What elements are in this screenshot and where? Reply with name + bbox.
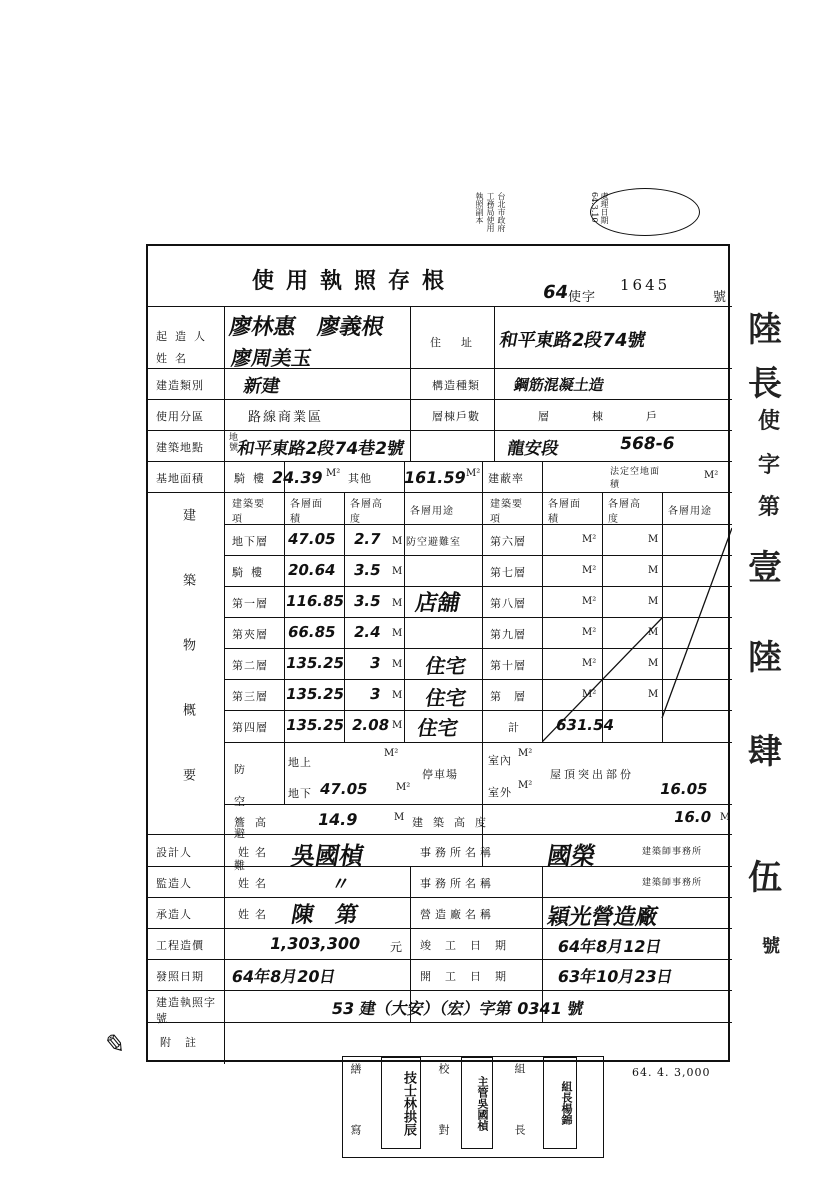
header-area-r: 各層面積: [548, 499, 581, 525]
approval-stamp: [470, 186, 700, 236]
sign-stamp-2: 主管吳國楨: [461, 1057, 493, 1149]
side-char-7: 肆: [748, 732, 782, 772]
stamp-text: 台北市政府工務局使用執照副本: [475, 192, 506, 232]
label-arch-office-2: 建築師事務所: [642, 878, 703, 888]
label-site-location: 建築地點: [156, 441, 204, 454]
side-char-6: 陸: [748, 638, 782, 678]
hw-builders2: 廖周美玉: [229, 346, 314, 370]
floor-6: 第六層: [490, 535, 526, 548]
label-office-2: 事務所名稱: [420, 877, 495, 890]
hw-structure: 鋼筋混凝土造: [512, 376, 606, 394]
label-arcade: 騎樓: [234, 472, 272, 485]
hw-builders: 廖林惠 廖義根: [227, 315, 386, 340]
side-char-1: 長: [748, 364, 782, 404]
hw-issue: 64年8月20日: [230, 967, 338, 986]
hw-h-1: 3.5: [352, 592, 383, 610]
label-other: 其他: [348, 472, 372, 485]
hw-f-m: 66.85: [286, 623, 338, 641]
label-indoor: 室內: [488, 754, 512, 767]
side-char-8: 伍: [748, 858, 782, 898]
hw-land: 龍安段: [505, 439, 561, 459]
hw-h-arc: 3.5: [352, 561, 383, 579]
floor-1: 第一層: [232, 597, 268, 610]
hw-use-4: 住宅: [415, 716, 460, 740]
margin-scribble-icon: ✎: [101, 1030, 129, 1060]
floor-2: 第二層: [232, 659, 268, 672]
header-item-r: 建築要項: [490, 499, 523, 525]
label-parking: 停車場: [422, 768, 458, 781]
label-floors-units: 層棟戶數: [432, 410, 480, 423]
hw-arcade-area: 24.39: [270, 468, 325, 487]
floor-3: 第三層: [232, 690, 268, 703]
header-area: 各層面積: [290, 499, 323, 525]
hw-site: 和平東路2段74巷2號: [235, 439, 406, 459]
label-arch-office-1: 建築師事務所: [642, 847, 703, 857]
hw-h-m: 2.4: [352, 623, 383, 641]
signature-row: [342, 1056, 604, 1185]
label-supervisor: 監造人: [156, 877, 192, 890]
side-char-3: 字: [758, 452, 781, 478]
hw-f-2: 135.25: [284, 654, 346, 672]
label-contractor: 承造人: [156, 908, 192, 921]
hw-use-3: 住宅: [423, 686, 468, 710]
hw-underground: 47.05: [318, 780, 370, 798]
label-ground: 地上: [288, 756, 312, 769]
label-bldg-height: 建築高度: [412, 816, 496, 829]
hw-bldg-height: 16.0: [672, 808, 713, 826]
sign-label-1: 繕寫: [349, 1063, 362, 1185]
hw-cost: 1,303,300: [268, 934, 362, 953]
label-civil-defense: 防空避難: [234, 763, 246, 872]
sign-label-3: 組長: [513, 1063, 526, 1185]
header-use-r: 各層用途: [668, 506, 712, 517]
label-address: 住址: [430, 336, 492, 349]
label-start: 開工日期: [420, 970, 520, 983]
hw-cost-unit: 元: [390, 940, 404, 954]
label-coverage: 建蔽率: [488, 472, 524, 485]
hw-firm: 穎光營造廠: [545, 905, 660, 930]
strike-lines: [542, 524, 732, 742]
label-office-1: 事務所名稱: [420, 846, 495, 859]
header-height-r: 各層高度: [608, 499, 641, 525]
label-total: 計: [508, 721, 520, 734]
floor-4: 第四層: [232, 721, 268, 734]
hw-designer-office: 國榮: [545, 842, 599, 870]
hw-address: 和平東路2段74號: [497, 330, 648, 351]
side-char-5: 壹: [748, 548, 782, 588]
hw-floors: 層 棟 戶: [538, 410, 673, 423]
floor-mezz: 第夾層: [232, 628, 268, 641]
hw-zone: 路線商業區: [248, 410, 324, 425]
floor-8: 第八層: [490, 597, 526, 610]
hw-supervisor: 〃: [329, 874, 352, 895]
label-name-3: 姓名: [238, 908, 272, 921]
label-structure: 構造種類: [432, 379, 480, 392]
hw-completion: 64年8月12日: [556, 937, 664, 956]
hw-start: 63年10月23日: [556, 967, 675, 986]
label-issue-date: 發照日期: [156, 970, 204, 983]
label-legal-open: 法定空地面積: [610, 467, 661, 490]
label-zone: 使用分區: [156, 410, 204, 423]
hw-total: 631.54: [554, 716, 616, 734]
hw-h-3: 3: [368, 685, 383, 703]
label-completion: 竣工日期: [420, 939, 520, 952]
floor-7: 第七層: [490, 566, 526, 579]
header-item: 建築要項: [232, 499, 265, 525]
label-permit-no: 建造執照字號: [156, 996, 216, 1025]
hw-build-type: 新建: [241, 376, 282, 397]
side-char-0: 陸: [748, 310, 782, 350]
hw-use-b1: 防空避難室: [406, 537, 461, 548]
hw-use-1: 店舖: [413, 591, 462, 616]
floor-arcade: 騎樓: [232, 566, 270, 579]
header-use: 各層用途: [410, 506, 454, 517]
hw-roof: 16.05: [658, 780, 710, 798]
hw-f-4: 135.25: [284, 716, 346, 734]
sign-label-2: 校對: [437, 1063, 450, 1185]
sign-stamp-1: 技士林拱辰: [381, 1057, 421, 1149]
number-prefix: 64: [541, 282, 570, 303]
hw-h-4: 2.08: [350, 716, 391, 734]
stamp-date: 處理日期 64.3.10: [590, 192, 609, 224]
hw-use-2: 住宅: [423, 654, 468, 678]
floor-blank: 第 層: [490, 690, 526, 703]
stamp-oval: [590, 188, 700, 236]
floor-10: 第十層: [490, 659, 526, 672]
hw-h-b1: 2.7: [352, 530, 383, 548]
label-site-area: 基地面積: [156, 472, 204, 485]
header-height: 各層高度: [350, 499, 383, 525]
label-name-2: 姓名: [238, 877, 272, 890]
footer-print: 64. 4. 3,000: [632, 1066, 711, 1079]
label-builder: 起造人姓名: [156, 330, 213, 365]
floor-9: 第九層: [490, 628, 526, 641]
hw-permit: 53 建（大安）（宏）字第 0341 號: [330, 999, 586, 1018]
label-notes: 附註: [160, 1036, 210, 1049]
hw-other-area: 161.59: [402, 468, 468, 487]
label-roof: 屋頂突出部份: [550, 768, 634, 781]
hw-f-b1: 47.05: [286, 530, 338, 548]
hw-f-3: 135.25: [284, 685, 346, 703]
label-outdoor: 室外: [488, 786, 512, 799]
hw-designer: 吳國楨: [289, 842, 367, 870]
hw-f-arc: 20.64: [286, 561, 338, 579]
label-designer: 設計人: [156, 846, 192, 859]
side-char-4: 第: [758, 494, 781, 520]
hw-land-no: 568-6: [618, 434, 677, 454]
label-cost: 工程造價: [156, 939, 204, 952]
number-suffix: 號: [713, 290, 728, 305]
label-building: 建築物概要: [180, 508, 195, 833]
side-char-2: 使: [758, 408, 781, 434]
form-title: 使用執照存根: [252, 268, 457, 294]
label-build-type: 建造類別: [156, 379, 204, 392]
hw-contractor: 陳 第: [289, 903, 360, 928]
number-value: 1645: [620, 276, 671, 294]
side-char-9: 號: [762, 936, 780, 957]
label-land: 地號: [227, 432, 237, 452]
number-mid: 使字: [568, 290, 597, 305]
label-firm: 營造廠名稱: [420, 908, 495, 921]
label-eave: 簷高: [234, 816, 276, 829]
hw-f-1: 116.85: [284, 592, 346, 610]
label-underground: 地下: [288, 787, 312, 800]
label-name-1: 姓名: [238, 846, 272, 859]
sign-stamp-3: 組長楊錦: [543, 1057, 577, 1149]
floor-b1: 地下層: [232, 535, 268, 548]
hw-h-2: 3: [368, 654, 383, 672]
hw-eave: 14.9: [316, 810, 360, 829]
permit-stub-form: 使用執照存根 64 使字 1645 號 起造人姓名 建造類別 使用分區 建築地點 基地面積 建築物概要 設計人 監造人 承造人 工程造價 發照日期 建造執照字號 附註 住址 構造種類 層棟戶數 地號 騎樓 其他 建蔽率 法定空地面積 建築要項 各層面積 各層高度 各層用途 建築要項 各層面積 各層高度 各層用途 地下層 騎樓 第一層 第夾層 第二層 第三層 第四層 第六層 第七層 第八層 第九層 第十層 第 層 計 M² M M² M M² M M² M M² M M² M M² M² M² M M M M M M M 防空避難 地上 M² 地下 M² 停車場 室內 M² 室外 M² 屋頂突出部份 簷高 建築高度 M M 姓名 事務所名稱 建築師事務所 姓名 事務所名稱 建築師事務所 姓名 營造廠名稱 竣工日期 開工日期 廖林惠 廖義根 廖周美玉 和平東路2段74號 新建 鋼筋混凝土造 路線商業區 層 棟 戶 和平東路2段74巷2號 龍安段 568-6 24.39 161.59 47.05 2.7 20.64 3.5 116.85 3.5 66.85 2.4 135.25 3 135.25 3 135.25 2.08 防空避難室 店舖 住宅 住宅 住宅 631.54 47.05 16.05 14.9 16.0 吳國楨 國榮 〃 陳 第 穎光營造廠 1,303,300 元 64年8月12日 64年8月20日 63年10月23日 53 建（大安）（宏）字第 0341 號: [146, 244, 730, 1062]
